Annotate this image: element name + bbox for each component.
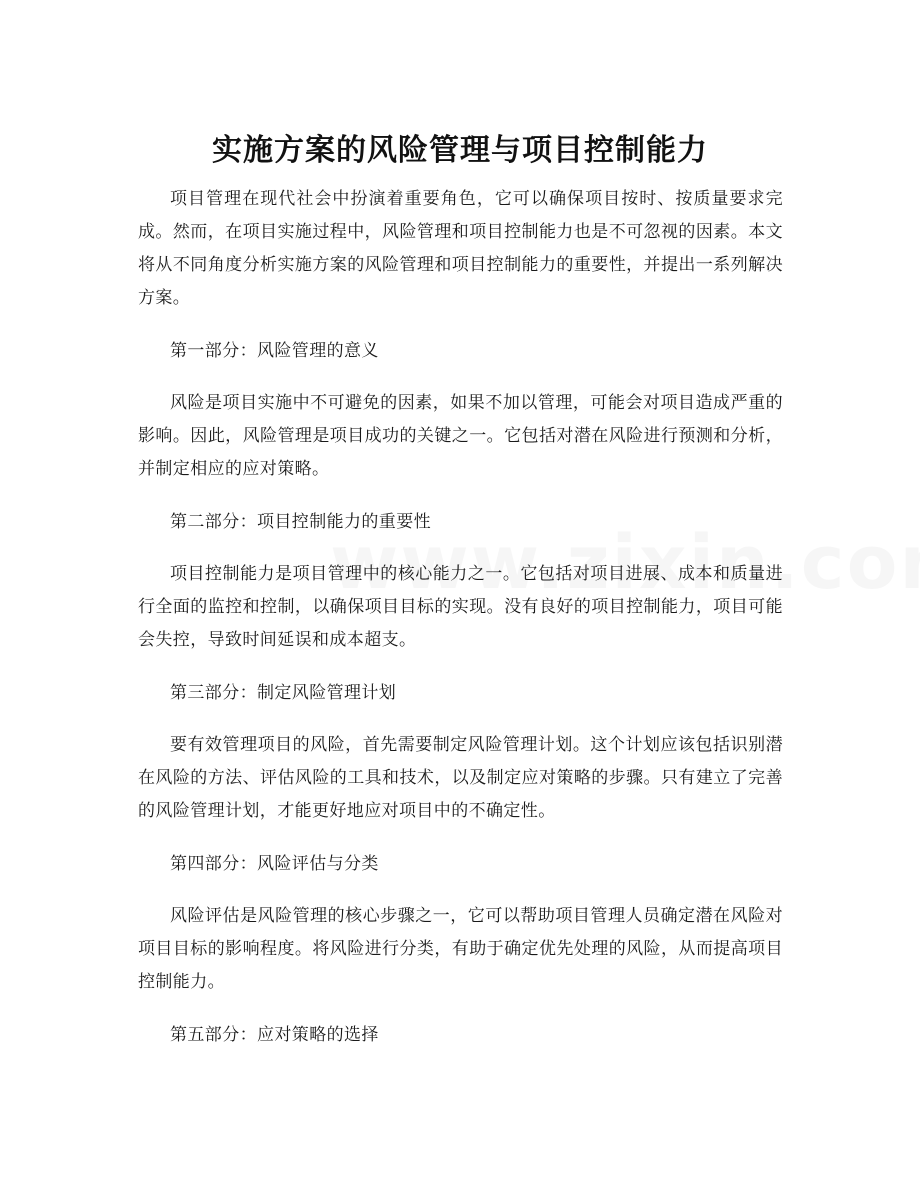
section-4-heading: 第四部分：风险评估与分类 [170,854,379,874]
section-1-heading: 第一部分：风险管理的意义 [170,341,379,361]
section-5-heading: 第五部分：应对策略的选择 [170,1025,379,1045]
document-body [138,183,783,1052]
section-3-heading: 第三部分：制定风险管理计划 [170,683,397,703]
section-3-paragraph: 要有效管理项目的风险，首先需要制定风险管理计划。这个计划应该包括识别潜在风险的方法、评估风险的工具和技术，以及制定应对策略的步骤。只有建立了完善的风险管理计划，才能更好地应对项目中的不确定性。 [138,735,783,821]
document-title: 实施方案的风险管理与项目控制能力 [212,133,708,169]
section-2-paragraph: 项目控制能力是项目管理中的核心能力之一。它包括对项目进展、成本和质量进行全面的监控和控制，以确保项目目标的实现。没有良好的项目控制能力，项目可能会失控，导致时间延误和成本超支。 [138,564,783,650]
section-1-paragraph: 风险是项目实施中不可避免的因素，如果不加以管理，可能会对项目造成严重的影响。因此，风险管理是项目成功的关键之一。它包括对潜在风险进行预测和分析，并制定相应的应对策略。 [138,393,783,479]
intro-paragraph: 项目管理在现代社会中扮演着重要角色，它可以确保项目按时、按质量要求完成。然而，在项目实施过程中，风险管理和项目控制能力也是不可忽视的因素。本文将从不同角度分析实施方案的风险管理和项目控制能力的重要性，并提出一系列解决方案。 [138,189,783,308]
section-2-heading: 第二部分：项目控制能力的重要性 [170,512,431,532]
section-4-paragraph: 风险评估是风险管理的核心步骤之一，它可以帮助项目管理人员确定潜在风险对项目目标的影响程度。将风险进行分类，有助于确定优先处理的风险，从而提高项目控制能力。 [138,906,783,992]
